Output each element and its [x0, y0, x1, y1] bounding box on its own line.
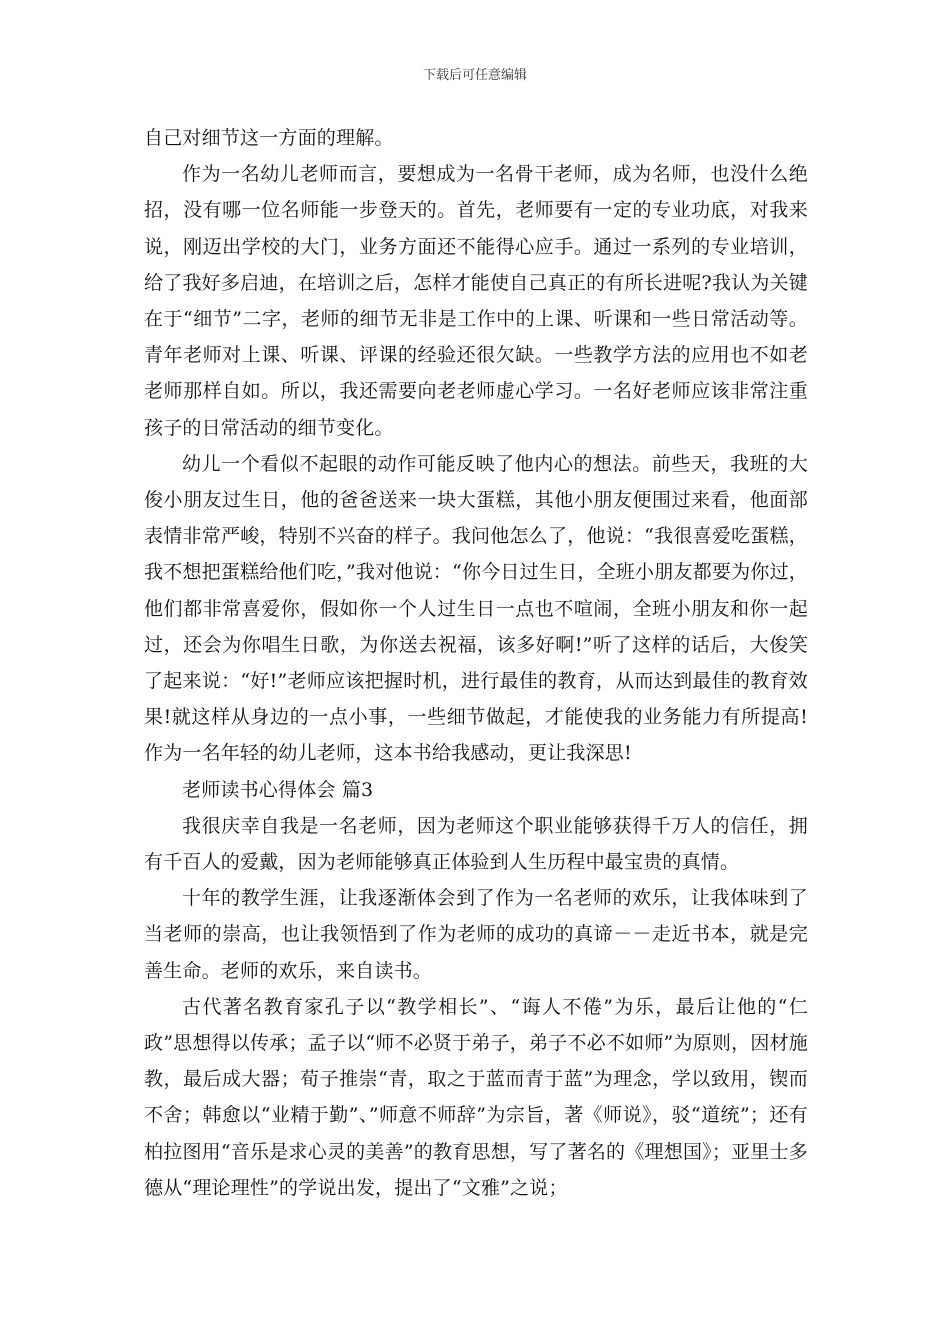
page-header: 下载后可任意编辑	[422, 68, 527, 83]
paragraph: 我很庆幸自我是一名老师，因为老师这个职业能够获得千万人的信任，拥有千百人的爱戴，因为老师能够真正体验到人生历程中最宝贵的真情。	[144, 814, 808, 874]
paragraph: 作为一名幼儿老师而言，要想成为一名骨干老师，成为名师，也没什么绝招，没有哪一位名师能一步登天的。首先，老师要有一定的专业功底，对我来说，刚迈出学校的大门，业务方面还不能得心应手。通过一系列的专业培训，给了我好多启迪，在培训之后，怎样才能使自己真正的有所长进呢?我认为关键在于“细节”二字，老师的细节无非是工作中的上课、听课和一些日常活动等。青年老师对上课、听课、评课的经验还很欠缺。一些教学方法的应用也不如老老师那样自如。所以，我还需要向老老师虚心学习。一名好老师应该非常注重孩子的日常活动的细节变化。	[144, 163, 808, 439]
paragraph: 古代著名教育家孔子以“教学相长”、“诲人不倦”为乐，最后让他的“仁政”思想得以传承；孟子以“师不必贤于弟子，弟子不必不如师”为原则，因材施教，最后成大器；荀子推崇“青，取之于蓝而青于蓝”为理念，学以致用，锲而不舍；韩愈以“业精于勤”、”师意不师辞”为宗旨，著《师说》，驳“道统”；还有柏拉图用“音乐是求心灵的美善”的教育思想，写了著名的《理想国》；亚里士多德从“理论理性”的学说出发，提出了“文雅”之说；	[144, 995, 808, 1199]
document-body	[144, 120, 808, 1206]
section-heading: 老师读书心得体会 篇3	[182, 778, 374, 801]
paragraph-continuation: 自己对细节这一方面的理解。	[144, 127, 394, 149]
paragraph: 幼儿一个看似不起眼的动作可能反映了他内心的想法。前些天，我班的大俊小朋友过生日，他的爸爸送来一块大蛋糕，其他小朋友便围过来看，他面部表情非常严峻，特别不兴奋的样子。我问他怎么了，他说：“我很喜爱吃蛋糕，我不想把蛋糕给他们吃，”我对他说：“你今日过生日，全班小朋友都要为你过，他们都非常喜爱你，假如你一个人过生日一点也不喧闹，全班小朋友和你一起过，还会为你唱生日歌，为你送去祝福，该多好啊!”听了这样的话后，大俊笑了起来说：“好!”老师应该把握时机，进行最佳的教育，从而达到最佳的教育效果!就这样从身边的一点小事，一些细节做起，才能使我的业务能力有所提高!作为一名年轻的幼儿老师，这本书给我感动，更让我深思!	[144, 452, 808, 765]
paragraph: 十年的教学生涯，让我逐渐体会到了作为一名老师的欢乐，让我体味到了当老师的崇高，也让我领悟到了作为老师的成功的真谛－－走近书本，就是完善生命。老师的欢乐，来自读书。	[144, 887, 808, 982]
